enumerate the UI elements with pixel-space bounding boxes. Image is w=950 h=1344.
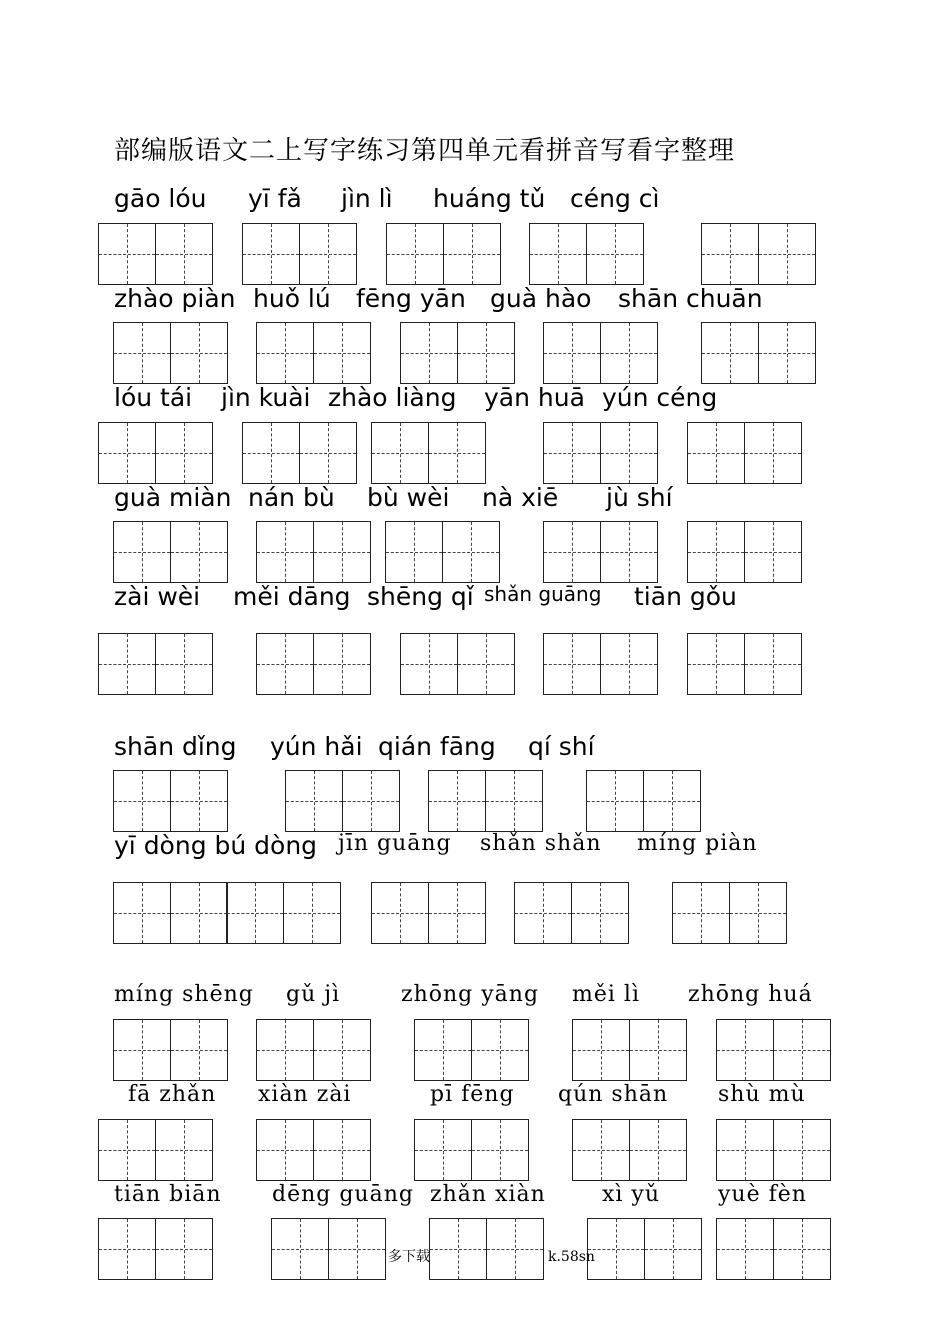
writing-cell[interactable] [256, 633, 314, 695]
pinyin-label: jù shí [606, 483, 673, 512]
tianzige-group [113, 1019, 226, 1081]
writing-cell[interactable] [113, 1019, 171, 1081]
writing-cell[interactable] [155, 422, 213, 484]
writing-cell[interactable] [414, 1019, 472, 1081]
writing-cell[interactable] [744, 521, 802, 583]
page-title: 部编版语文二上写字练习第四单元看拼音写看字整理 [114, 136, 736, 166]
tianzige-group [572, 1119, 685, 1181]
tianzige-group [687, 633, 800, 695]
footer-right-text: k.58sn [548, 1249, 595, 1265]
writing-cell[interactable] [155, 633, 213, 695]
writing-cell[interactable] [313, 322, 371, 384]
writing-cell[interactable] [98, 1119, 156, 1181]
writing-cell[interactable] [572, 1119, 630, 1181]
tianzige-group [113, 322, 226, 384]
tianzige-group [242, 422, 355, 484]
writing-cell[interactable] [256, 1019, 314, 1081]
pinyin-label: qí shí [528, 732, 595, 761]
writing-cell[interactable] [442, 521, 500, 583]
writing-cell[interactable] [313, 521, 371, 583]
writing-cell[interactable] [155, 223, 213, 285]
pinyin-label: guà hào [490, 284, 592, 313]
writing-cell[interactable] [113, 322, 171, 384]
pinyin-label: tiān gǒu [634, 582, 737, 611]
writing-cell[interactable] [773, 1019, 831, 1081]
tianzige-group [529, 223, 642, 285]
pinyin-label: lóu tái [114, 383, 193, 412]
pinyin-label: huáng tǔ [433, 184, 546, 213]
tianzige-group [113, 521, 226, 583]
writing-cell[interactable] [299, 223, 357, 285]
writing-cell[interactable] [285, 770, 343, 832]
writing-cell[interactable] [299, 422, 357, 484]
pinyin-label: zài wèi [114, 582, 201, 611]
writing-cell[interactable] [514, 882, 572, 944]
pinyin-label: xì yǔ [602, 1182, 661, 1207]
tianzige-group [371, 422, 484, 484]
pinyin-label: měi lì [572, 982, 640, 1007]
tianzige-group [285, 770, 398, 832]
pinyin-label: měi dāng [233, 582, 351, 611]
writing-cell[interactable] [758, 322, 816, 384]
pinyin-label: shǎn guāng [484, 582, 602, 606]
writing-cell[interactable] [113, 882, 171, 944]
writing-cell[interactable] [672, 882, 730, 944]
pinyin-label: tiān biān [114, 1182, 222, 1207]
writing-cell[interactable] [342, 770, 400, 832]
writing-cell[interactable] [428, 770, 486, 832]
pinyin-label: yún hǎi [270, 732, 363, 761]
writing-cell[interactable] [543, 422, 601, 484]
tianzige-group [586, 770, 699, 832]
writing-cell[interactable] [328, 1218, 386, 1280]
pinyin-label: jìn lì [341, 184, 393, 213]
writing-cell[interactable] [428, 882, 486, 944]
writing-cell[interactable] [572, 1019, 630, 1081]
writing-cell[interactable] [170, 770, 228, 832]
tianzige-group [716, 1218, 829, 1280]
writing-cell[interactable] [313, 1119, 371, 1181]
writing-cell[interactable] [283, 882, 341, 944]
writing-cell[interactable] [155, 1119, 213, 1181]
writing-cell[interactable] [457, 322, 515, 384]
writing-cell[interactable] [586, 223, 644, 285]
pinyin-label: huǒ lú [253, 284, 331, 313]
tianzige-group [514, 882, 627, 944]
tianzige-group [98, 422, 211, 484]
writing-cell[interactable] [170, 1019, 228, 1081]
tianzige-group [587, 1218, 700, 1280]
writing-cell[interactable] [543, 521, 601, 583]
writing-cell[interactable] [485, 770, 543, 832]
writing-cell[interactable] [313, 1019, 371, 1081]
pinyin-label: zhōng huá [688, 982, 813, 1007]
pinyin-label: gǔ jì [286, 982, 341, 1007]
writing-cell[interactable] [543, 633, 601, 695]
pinyin-label: céng cì [570, 184, 660, 213]
pinyin-label: jìn kuài [221, 383, 311, 412]
tianzige-group [256, 521, 369, 583]
writing-cell[interactable] [729, 882, 787, 944]
tianzige-group [572, 1019, 685, 1081]
tianzige-group [701, 322, 814, 384]
pinyin-label: shān dǐng [114, 732, 237, 761]
writing-cell[interactable] [758, 223, 816, 285]
pinyin-label: qián fāng [378, 732, 496, 761]
tianzige-group [400, 322, 513, 384]
tianzige-group [256, 322, 369, 384]
pinyin-label: zhǎn xiàn [430, 1182, 546, 1207]
tianzige-group [371, 882, 484, 944]
tianzige-group [242, 223, 355, 285]
pinyin-label: shǎn shǎn [480, 831, 602, 856]
writing-cell[interactable] [98, 223, 156, 285]
tianzige-group [98, 1218, 211, 1280]
writing-cell[interactable] [443, 223, 501, 285]
pinyin-label: pī fēng [430, 1082, 515, 1107]
pinyin-label: fēng yān [356, 284, 466, 313]
writing-cell[interactable] [586, 770, 644, 832]
writing-cell[interactable] [98, 633, 156, 695]
tianzige-group [113, 770, 226, 832]
pinyin-label: yī fǎ [248, 184, 302, 213]
writing-cell[interactable] [716, 1019, 774, 1081]
tianzige-group [687, 521, 800, 583]
pinyin-label: míng shēng [114, 982, 254, 1007]
writing-cell[interactable] [600, 633, 658, 695]
writing-cell[interactable] [226, 882, 284, 944]
writing-cell[interactable] [256, 1119, 314, 1181]
tianzige-group [716, 1019, 829, 1081]
pinyin-label: qún shān [558, 1082, 669, 1107]
pinyin-label: bù wèi [367, 483, 450, 512]
writing-cell[interactable] [98, 1218, 156, 1280]
tianzige-group [716, 1119, 829, 1181]
writing-cell[interactable] [113, 770, 171, 832]
writing-cell[interactable] [170, 322, 228, 384]
writing-cell[interactable] [687, 422, 745, 484]
pinyin-label: shēng qǐ [367, 582, 474, 611]
writing-cell[interactable] [414, 1119, 472, 1181]
pinyin-label: zhào liàng [328, 383, 457, 412]
writing-cell[interactable] [600, 422, 658, 484]
writing-cell[interactable] [242, 422, 300, 484]
pinyin-label: fā zhǎn [128, 1082, 217, 1107]
writing-cell[interactable] [313, 633, 371, 695]
tianzige-group [256, 1119, 369, 1181]
writing-cell[interactable] [371, 882, 429, 944]
writing-cell[interactable] [600, 322, 658, 384]
tianzige-group [400, 633, 513, 695]
writing-cell[interactable] [529, 223, 587, 285]
writing-cell[interactable] [687, 633, 745, 695]
tianzige-group [701, 223, 814, 285]
pinyin-label: xiàn zài [258, 1082, 352, 1107]
pinyin-label: gāo lóu [114, 184, 207, 213]
tianzige-group [98, 633, 211, 695]
tianzige-group [386, 223, 499, 285]
pinyin-label: yuè fèn [718, 1182, 807, 1207]
writing-cell[interactable] [643, 770, 701, 832]
writing-cell[interactable] [400, 633, 458, 695]
pinyin-label: nà xiē [482, 483, 559, 512]
pinyin-label: shān chuān [618, 284, 763, 313]
pinyin-label: guà miàn [114, 483, 232, 512]
writing-cell[interactable] [716, 1218, 774, 1280]
pinyin-label: zhào piàn [114, 284, 236, 313]
pinyin-label: jīn guāng [338, 831, 452, 856]
tianzige-group [271, 1218, 384, 1280]
tianzige-group [428, 770, 541, 832]
writing-cell[interactable] [386, 223, 444, 285]
footer-watermark [388, 1246, 595, 1266]
pinyin-label: zhōng yāng [401, 982, 540, 1007]
writing-cell[interactable] [400, 322, 458, 384]
tianzige-group [543, 521, 656, 583]
writing-cell[interactable] [155, 1218, 213, 1280]
tianzige-group [672, 882, 785, 944]
writing-cell[interactable] [170, 882, 228, 944]
tianzige-group [687, 422, 800, 484]
tianzige-group [414, 1019, 527, 1081]
writing-cell[interactable] [629, 1019, 687, 1081]
tianzige-group [113, 882, 339, 944]
writing-cell[interactable] [716, 1119, 774, 1181]
writing-cell[interactable] [629, 1119, 687, 1181]
writing-cell[interactable] [744, 633, 802, 695]
writing-cell[interactable] [701, 223, 759, 285]
pinyin-label: nán bù [248, 483, 335, 512]
writing-cell[interactable] [687, 521, 745, 583]
pinyin-label: yān huā [484, 383, 585, 412]
writing-cell[interactable] [457, 633, 515, 695]
pinyin-label: yún céng [602, 383, 718, 412]
pinyin-label: yī dòng bú dòng [114, 831, 318, 860]
writing-cell[interactable] [98, 422, 156, 484]
writing-cell[interactable] [256, 521, 314, 583]
tianzige-group [414, 1119, 527, 1181]
tianzige-group [385, 521, 498, 583]
writing-cell[interactable] [543, 322, 601, 384]
writing-cell[interactable] [471, 1119, 529, 1181]
pinyin-label: shù mù [718, 1082, 806, 1107]
writing-cell[interactable] [256, 322, 314, 384]
writing-cell[interactable] [170, 521, 228, 583]
tianzige-group [98, 223, 211, 285]
pinyin-label: dēng guāng [272, 1182, 414, 1207]
writing-cell[interactable] [644, 1218, 702, 1280]
tianzige-group [543, 322, 656, 384]
writing-cell[interactable] [773, 1119, 831, 1181]
writing-cell[interactable] [271, 1218, 329, 1280]
writing-cell[interactable] [744, 422, 802, 484]
writing-cell[interactable] [242, 223, 300, 285]
tianzige-group [543, 422, 656, 484]
tianzige-group [256, 633, 369, 695]
pinyin-label: míng piàn [637, 831, 758, 856]
footer-left-text: 多下载 [388, 1249, 430, 1265]
writing-cell[interactable] [113, 521, 171, 583]
writing-cell[interactable] [701, 322, 759, 384]
writing-cell[interactable] [428, 422, 486, 484]
tianzige-group [256, 1019, 369, 1081]
tianzige-group [543, 633, 656, 695]
writing-cell[interactable] [571, 882, 629, 944]
writing-cell[interactable] [600, 521, 658, 583]
writing-cell[interactable] [371, 422, 429, 484]
writing-cell[interactable] [385, 521, 443, 583]
writing-cell[interactable] [773, 1218, 831, 1280]
writing-cell[interactable] [587, 1218, 645, 1280]
tianzige-group [98, 1119, 211, 1181]
writing-cell[interactable] [471, 1019, 529, 1081]
